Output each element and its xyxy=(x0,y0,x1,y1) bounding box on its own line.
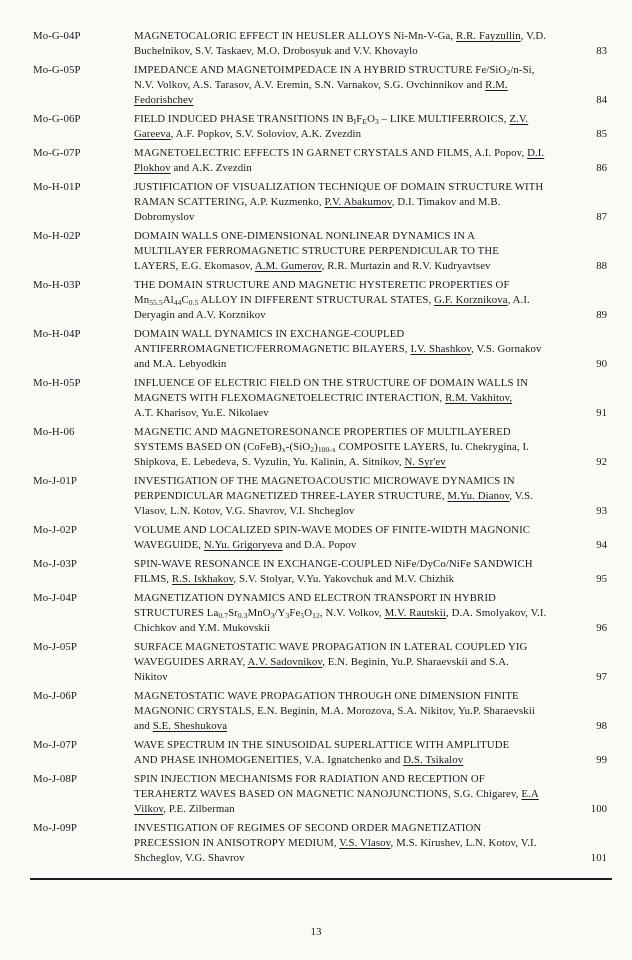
entry-text-segment: MnO xyxy=(247,607,271,619)
presenting-author: A.M. Gumerov xyxy=(254,260,322,272)
session-code: Mo-H-03P xyxy=(33,279,81,291)
formula-subscript: 0.5 xyxy=(188,298,199,307)
entry-text-segment: O xyxy=(304,607,313,619)
entry-text-segment: JUSTIFICATION OF VISUALIZATION TECHNIQUE OF DOMAIN STRUCTURE WITH xyxy=(134,181,544,193)
entry-page-number: 99 xyxy=(596,754,607,766)
presenting-author: N.Yu. Grigoryeva xyxy=(203,539,283,551)
entry-title-authors xyxy=(134,112,575,142)
toc-entry xyxy=(33,425,607,470)
presenting-author: R.M. xyxy=(485,79,508,91)
session-code: Mo-J-08P xyxy=(33,773,77,785)
entry-text-segment: THE DOMAIN STRUCTURE AND MAGNETIC HYSTERETIC PROPERTIES OF xyxy=(134,279,510,291)
entry-title-authors xyxy=(134,327,575,372)
entry-text-segment: SURFACE MAGNETOSTATIC WAVE PROPAGATION IN LATERAL COUPLED YIG xyxy=(134,641,528,653)
entry-text-segment: INVESTIGATION OF THE MAGNETOACOUSTIC MICROWAVE DYNAMICS IN xyxy=(134,475,515,487)
formula-subscript: x xyxy=(281,445,286,454)
presenting-author: R.R. Fayzullin xyxy=(456,30,521,42)
entry-text-segment: Fe xyxy=(289,607,301,619)
entry-text-segment: , M.S. Kirushev, L.N. Kotov, V.I. xyxy=(390,837,537,849)
entry-text-segment: Mn xyxy=(134,294,150,306)
entry-text-segment: , P.E. Zilberman xyxy=(163,803,235,815)
entry-page-number: 86 xyxy=(596,162,607,174)
presenting-author: Fedorishchev xyxy=(134,94,194,106)
formula-subscript: E xyxy=(362,117,368,126)
entry-title-authors xyxy=(134,180,575,225)
entry-text-segment: and D.A. Popov xyxy=(282,539,357,551)
entry-text-segment: , A.F. Popkov, S.V. Soloviov, A.K. Zvezdin xyxy=(170,128,362,140)
formula-subscript: 3 xyxy=(285,611,290,620)
session-code: Mo-J-09P xyxy=(33,822,77,834)
presenting-author: Gareeva xyxy=(134,128,171,140)
entry-page-number: 83 xyxy=(596,45,607,57)
entry-title-authors xyxy=(134,772,575,817)
presenting-author: D.S. Tsikalov xyxy=(403,754,464,766)
entry-page-number: 85 xyxy=(596,128,607,140)
entry-page-number: 92 xyxy=(596,456,607,468)
presenting-author: I.V. Shashkov xyxy=(410,343,472,355)
session-code: Mo-J-06P xyxy=(33,690,77,702)
session-code: Mo-H-05P xyxy=(33,377,81,389)
entry-text-segment: LAYERS, E.G. Ekomasov, xyxy=(134,260,255,272)
formula-subscript: 3 xyxy=(270,611,275,620)
entry-page-number: 89 xyxy=(596,309,607,321)
toc-entry xyxy=(33,523,607,553)
toc-entry xyxy=(33,821,607,866)
presenting-author: S.E. Sheshukova xyxy=(152,720,228,732)
formula-subscript: 5 xyxy=(300,611,305,620)
entry-text-segment: Dobromyslov xyxy=(134,211,195,223)
entry-text-segment: Buchelnikov, S.V. Taskaev, M.O. Drobosyuk and V.V. Khovaylo xyxy=(134,45,418,57)
entry-text-segment: INVESTIGATION OF REGIMES OF SECOND ORDER MAGNETIZATION xyxy=(134,822,482,834)
entry-text-segment: STRUCTURES La xyxy=(134,607,219,619)
entry-text-segment: PERPENDICULAR MAGNETIZED THREE-LAYER STRUCTURE, xyxy=(134,490,448,502)
entry-page-number: 88 xyxy=(596,260,607,272)
entry-page-number: 95 xyxy=(596,573,607,585)
presenting-author: N. Syr'ev xyxy=(404,456,446,468)
entry-text-segment: ALLOY IN DIFFERENT STRUCTURAL STATES, xyxy=(198,294,435,306)
entry-page-number: 96 xyxy=(596,622,607,634)
formula-subscript: 0.3 xyxy=(237,611,248,620)
entry-title-authors xyxy=(134,376,575,421)
entry-text-segment: AND PHASE INHOMOGENEITIES, V.A. Ignatchenko and xyxy=(134,754,404,766)
entry-page-number: 94 xyxy=(596,539,607,551)
toc-list xyxy=(33,29,607,870)
toc-entry xyxy=(33,29,607,59)
entry-text-segment: FILMS, xyxy=(134,573,172,585)
toc-entry xyxy=(33,640,607,685)
entry-text-segment: Deryagin and A.V. Korznikov xyxy=(134,309,266,321)
toc-entry xyxy=(33,689,607,734)
entry-page-number: 98 xyxy=(596,720,607,732)
presenting-author: M.V. Rautskii xyxy=(384,607,446,619)
entry-text-segment: RAMAN SCATTERING, A.P. Kuzmenko, xyxy=(134,196,325,208)
formula-subscript: 55.5 xyxy=(149,298,163,307)
entry-text-segment: -(SiO xyxy=(285,441,311,453)
entry-text-segment: MAGNETOSTATIC WAVE PROPAGATION THROUGH ONE DIMENSION FINITE xyxy=(134,690,519,702)
presenting-author: P.V. Abakumov xyxy=(324,196,392,208)
session-code: Mo-J-05P xyxy=(33,641,77,653)
formula-subscript: 3 xyxy=(374,117,379,126)
entry-text-segment: and xyxy=(134,720,153,732)
entry-text-segment: MAGNONIC CRYSTALS, E.N. Beginin, M.A. Morozova, S.A. Nikitov, Yu.P. Sharaevskii xyxy=(134,705,535,717)
entry-text-segment: N.V. Volkov, A.S. Tarasov, A.V. Eremin, S.N. Varnakov, S.G. Ovchinnikov and xyxy=(134,79,486,91)
entry-page-number: 97 xyxy=(596,671,607,683)
entry-text-segment: MAGNETIZATION DYNAMICS AND ELECTRON TRANSPORT IN HYBRID xyxy=(134,592,496,604)
toc-entry xyxy=(33,738,607,768)
entry-text-segment: – LIKE MULTIFERROICS, xyxy=(378,113,510,125)
presenting-author: D.I. xyxy=(527,147,545,159)
entry-text-segment: /Y xyxy=(274,607,286,619)
presenting-author: G.F. Korznikova xyxy=(434,294,508,306)
entry-text-segment: WAVEGUIDES ARRAY, xyxy=(134,656,248,668)
entry-title-authors xyxy=(134,146,575,176)
presenting-author: Plokhov xyxy=(134,162,171,174)
session-code: Mo-J-01P xyxy=(33,475,77,487)
presenting-author: R.S. Iskhakov xyxy=(171,573,234,585)
entry-text-segment: IMPEDANCE AND MAGNETOIMPEDACE IN A HYBRID STRUCTURE Fe/SiO xyxy=(134,64,507,76)
session-code: Mo-G-07P xyxy=(33,147,81,159)
formula-subscript: 2 xyxy=(506,68,511,77)
entry-title-authors xyxy=(134,278,575,323)
entry-text-segment: MULTILAYER FERROMAGNETIC STRUCTURE PERPENDICULAR TO THE xyxy=(134,245,499,257)
toc-entry xyxy=(33,376,607,421)
entry-text-segment: SPIN-WAVE RESONANCE IN EXCHANGE-COUPLED NiFe/DyCo/NiFe SANDWICH xyxy=(134,558,533,570)
entry-text-segment: C xyxy=(181,294,189,306)
formula-subscript: 0.7 xyxy=(218,611,229,620)
entry-text-segment: F xyxy=(356,113,363,125)
entry-text-segment: Sr xyxy=(228,607,238,619)
entry-title-authors xyxy=(134,474,575,519)
entry-page-number: 101 xyxy=(590,852,607,864)
toc-entry xyxy=(33,112,607,142)
entry-text-segment: PRECESSION IN ANISOTROPY MEDIUM, xyxy=(134,837,340,849)
entry-text-segment: MAGNETOCALORIC EFFECT IN HEUSLER ALLOYS Ni-Mn-V-Ga, xyxy=(134,30,457,42)
session-code: Mo-H-02P xyxy=(33,230,81,242)
entry-text-segment: MAGNETOELECTRIC EFFECTS IN GARNET CRYSTALS AND FILMS, A.I. Popov, xyxy=(134,147,528,159)
entry-text-segment: , V.S. Gornakov xyxy=(471,343,542,355)
formula-subscript: 2 xyxy=(310,445,315,454)
session-code: Mo-H-01P xyxy=(33,181,81,193)
entry-text-segment: , A.I. xyxy=(507,294,530,306)
entry-page-number: 93 xyxy=(596,505,607,517)
toc-entry xyxy=(33,591,607,636)
toc-entry xyxy=(33,146,607,176)
entry-text-segment: , R.R. Murtazin and R.V. Kudryavtsev xyxy=(321,260,491,272)
entry-text-segment: TERAHERTZ WAVES BASED ON MAGNETIC NANOJUNCTIONS, S.G. Chigarev, xyxy=(134,788,522,800)
session-code: Mo-H-04P xyxy=(33,328,81,340)
presenting-author: E.A xyxy=(521,788,539,800)
entry-text-segment: , N.V. Volkov, xyxy=(319,607,385,619)
formula-subscript: 100-x xyxy=(317,445,336,454)
session-code: Mo-J-02P xyxy=(33,524,77,536)
entry-text-segment: DOMAIN WALLS ONE-DIMENSIONAL NONLINEAR DYNAMICS IN A xyxy=(134,230,476,242)
page-number: 13 xyxy=(310,926,322,938)
entry-page-number: 100 xyxy=(590,803,607,815)
entry-text-segment: INFLUENCE OF ELECTRIC FIELD ON THE STRUCTURE OF DOMAIN WALLS IN xyxy=(134,377,528,389)
entry-text-segment: MAGNETIC AND MAGNETORESONANCE PROPERTIES OF MULTILAYERED xyxy=(134,426,511,438)
entry-text-segment: Nikitov xyxy=(134,671,168,683)
toc-entry xyxy=(33,63,607,108)
entry-title-authors xyxy=(134,591,575,636)
entry-text-segment: /n-Si, xyxy=(510,64,535,76)
toc-entry xyxy=(33,474,607,519)
entry-title-authors xyxy=(134,640,575,685)
entry-text-segment: SYSTEMS BASED ON (CoFeB) xyxy=(134,441,282,453)
entry-text-segment: COMPOSITE LAYERS, Iu. Chekrygina, I. xyxy=(335,441,529,453)
entry-title-authors xyxy=(134,689,575,734)
entry-page-number: 87 xyxy=(596,211,607,223)
toc-entry xyxy=(33,327,607,372)
session-code: Mo-G-05P xyxy=(33,64,81,76)
entry-text-segment: DOMAIN WALL DYNAMICS IN EXCHANGE-COUPLED xyxy=(134,328,405,340)
entry-text-segment: WAVEGUIDE, xyxy=(134,539,204,551)
presenting-author: Vilkov xyxy=(134,803,164,815)
entry-text-segment: ANTIFERROMAGNETIC/FERROMAGNETIC BILAYERS, xyxy=(134,343,411,355)
entry-text-segment: , V.S. xyxy=(509,490,534,502)
entry-text-segment: Al xyxy=(162,294,174,306)
presenting-author: Z.V. xyxy=(509,113,529,125)
session-code: Mo-H-06 xyxy=(33,426,75,438)
toc-entry xyxy=(33,180,607,225)
entry-title-authors xyxy=(134,425,575,470)
entry-page-number: 91 xyxy=(596,407,607,419)
entry-text-segment: , S.V. Stolyar, V.Yu. Yakovchuk and M.V. Chizhik xyxy=(233,573,455,585)
entry-title-authors xyxy=(134,29,575,59)
toc-entry xyxy=(33,278,607,323)
formula-subscript: 44 xyxy=(173,298,182,307)
toc-entry xyxy=(33,772,607,817)
entry-text-segment: SPIN INJECTION MECHANISMS FOR RADIATION AND RECEPTION OF xyxy=(134,773,485,785)
entry-text-segment: , D.A. Smolyakov, V.I. xyxy=(445,607,547,619)
session-code: Mo-G-06P xyxy=(33,113,81,125)
entry-text-segment: and M.A. Lebyodkin xyxy=(134,358,227,370)
entry-text-segment: Shipkova, E. Lebedeva, S. Vyzulin, Yu. Kalinin, A. Sitnikov, xyxy=(134,456,405,468)
session-code: Mo-J-07P xyxy=(33,739,77,751)
entry-text-segment: Vlasov, L.N. Kotov, V.G. Shavrov, V.I. Shcheglov xyxy=(134,505,355,517)
entry-text-segment: and A.K. Zvezdin xyxy=(170,162,252,174)
entry-title-authors xyxy=(134,821,575,866)
entry-text-segment: , V.D. xyxy=(520,30,547,42)
formula-subscript: 12 xyxy=(312,611,320,620)
toc-entry xyxy=(33,229,607,274)
toc-entry xyxy=(33,557,607,587)
footer-rule xyxy=(30,878,612,880)
entry-text-segment: , E.N. Beginin, Yu.P. Sharaevskii and S.A. xyxy=(322,656,509,668)
entry-text-segment: , D.I. Timakov and M.B. xyxy=(391,196,501,208)
entry-text-segment: Shcheglov, V.G. Shavrov xyxy=(134,852,245,864)
presenting-author: M.Yu. Dianov xyxy=(447,490,510,502)
entry-text-segment: O xyxy=(367,113,375,125)
entry-title-authors xyxy=(134,229,575,274)
entry-text-segment: A.T. Kharisov, Yu.E. Nikolaev xyxy=(134,407,269,419)
entry-text-segment: Chichkov and Y.M. Mukovskii xyxy=(134,622,271,634)
entry-text-segment: MAGNETS WITH FLEXOMAGNETOELECTRIC INTERACTION, xyxy=(134,392,446,404)
entry-page-number: 90 xyxy=(596,358,607,370)
session-code: Mo-G-04P xyxy=(33,30,81,42)
entry-page-number: 84 xyxy=(596,94,607,106)
entry-text-segment: VOLUME AND LOCALIZED SPIN-WAVE MODES OF FINITE-WIDTH MAGNONIC xyxy=(134,524,531,536)
entry-title-authors xyxy=(134,738,575,768)
presenting-author: V.S. Vlasov xyxy=(339,837,391,849)
entry-title-authors xyxy=(134,557,575,587)
entry-title-authors xyxy=(134,63,575,108)
entry-title-authors xyxy=(134,523,575,553)
entry-text-segment: WAVE SPECTRUM IN THE SINUSOIDAL SUPERLATTICE WITH AMPLITUDE xyxy=(134,739,510,751)
entry-text-segment: FIELD INDUCED PHASE TRANSITIONS IN B xyxy=(134,113,354,125)
session-code: Mo-J-04P xyxy=(33,592,77,604)
entry-text-segment: ) xyxy=(314,441,318,453)
presenting-author: R.M. Vakhitov, xyxy=(445,392,513,404)
presenting-author: A.V. Sadovnikov xyxy=(247,656,323,668)
formula-subscript: I xyxy=(353,117,357,126)
session-code: Mo-J-03P xyxy=(33,558,77,570)
